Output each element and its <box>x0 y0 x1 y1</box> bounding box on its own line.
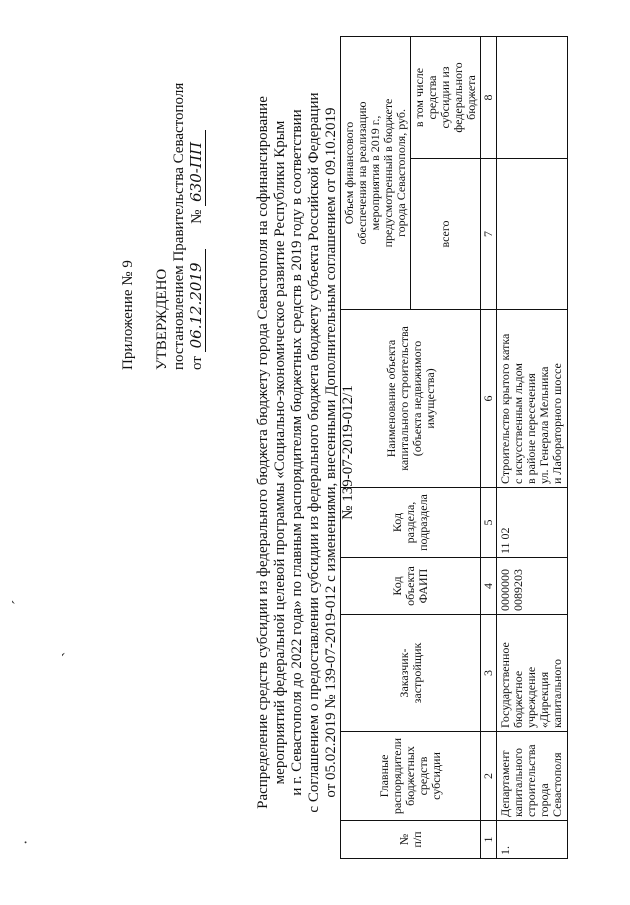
cell-distributor: Департамент капитального строительства города Севастополя <box>497 732 568 821</box>
cell-customer: Государственное бюджетное учреждение «Дирекция капитального <box>497 615 568 732</box>
cell-object-name: Строительство крытого катка с искусственным льдом в районе пересечения ул. Генерала Мельника и Лабораторного шоссе <box>497 310 568 488</box>
header-total: всего <box>411 159 481 310</box>
subsidy-distribution-table <box>340 36 568 859</box>
column-number: 8 <box>481 36 497 158</box>
title-line: мероприятий федеральной целевой программы «Социально-экономическое развитие Республики Крым <box>272 120 288 785</box>
cell-federal <box>497 36 568 158</box>
approval-number: 630-ПП <box>188 130 206 206</box>
header-object-name: Наименование объекта капитального строительства (объекта недвижимого имущества) <box>341 310 481 488</box>
scan-speck: ˊ <box>10 599 27 605</box>
approval-block <box>120 83 206 370</box>
header-federal: в том числе средства субсидии из федерального бюджета <box>411 36 481 158</box>
column-number: 7 <box>481 159 497 310</box>
title-line: и г. Севастополя до 2022 года» по главным распорядителям бюджетных средств в 2019 году в соответствии <box>289 109 305 796</box>
scan-speck: ˋ <box>60 651 77 657</box>
column-number: 1 <box>481 821 497 859</box>
column-number: 3 <box>481 615 497 732</box>
header-num: № п/п <box>341 821 481 859</box>
column-number: 5 <box>481 488 497 558</box>
approval-date-line <box>188 83 206 370</box>
header-faip-code: Код объекта ФАИП <box>341 558 481 615</box>
column-number-row <box>481 36 497 858</box>
header-volume: Объем финансового обеспечения на реализацию мероприятия в 2019 г., предусмотренный в бюджете города Севастополя, руб. <box>341 36 411 309</box>
cell-faip-code: 0000000 0089203 <box>497 558 568 615</box>
cell-section-code: 11 02 <box>497 488 568 558</box>
approved-label: УТВЕРЖДЕНО <box>154 268 170 370</box>
approved-by: постановлением Правительства Севастополя <box>171 82 187 370</box>
title-line: № 139-07-2019-012/1 <box>340 385 356 520</box>
header-section-code: Код раздела, подраздела <box>341 488 481 558</box>
table-header-row <box>341 36 411 858</box>
column-number: 6 <box>481 310 497 488</box>
title-line: с Соглашением о предоставлении субсидии из федерального бюджета бюджету субъекта Российской Федерации <box>306 92 322 813</box>
header-customer: Заказчик- застройщик <box>341 615 481 732</box>
header-distributors: Главные распорядители бюджетных средств субсидии <box>341 732 481 821</box>
cell-num: 1. <box>497 821 568 859</box>
title-line: от 05.02.2019 № 139-07-2019-012 с изменениями, внесенными Дополнительным соглашением от 09.10.2019 <box>323 107 339 798</box>
appendix-label: Приложение № 9 <box>120 260 136 370</box>
approval-date: 06.12.2019 <box>188 249 206 352</box>
column-number: 2 <box>481 732 497 821</box>
scan-speck: · <box>18 839 35 845</box>
table-row <box>497 36 568 858</box>
number-label: № <box>189 209 205 224</box>
from-label: от <box>189 356 205 370</box>
cell-total <box>497 159 568 310</box>
title-line: Распределение средств субсидии из федерального бюджета бюджету города Севастополя на софинансирование <box>255 96 271 809</box>
column-number: 4 <box>481 558 497 615</box>
